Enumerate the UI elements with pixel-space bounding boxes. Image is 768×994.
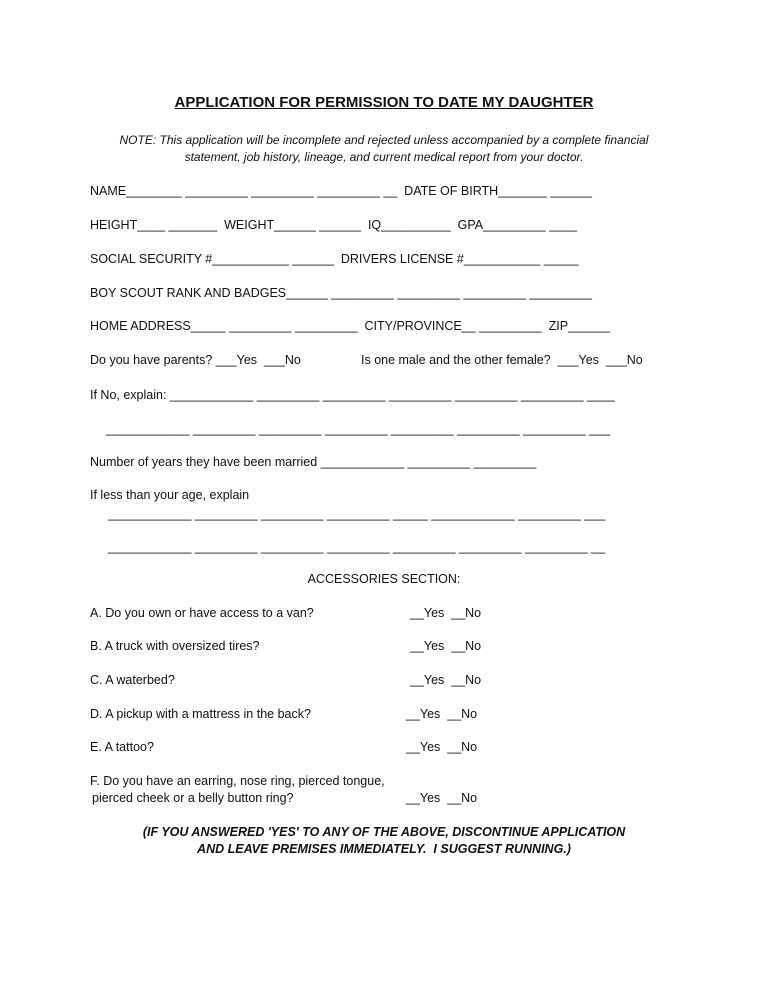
accessory-question-d: D. A pickup with a mattress in the back? [90,707,311,721]
accessory-answer-b[interactable]: __Yes __No [410,639,482,653]
accessory-question-f-line1: F. Do you have an earring, nose ring, pierced tongue, [90,774,385,788]
note-line-1: NOTE: This application will be incomplete and rejected unless accompanied by a complete financial [119,133,649,147]
name-dob-field[interactable]: NAME________ _________ _________ _________ __ DATE OF BIRTH_______ ______ [90,184,593,198]
if-no-explain-field-2[interactable]: ____________ _________ _________ _________ _________ _________ _________ ___ [106,422,610,436]
less-than-age-field-1[interactable]: ____________ _________ _________ _________ _____ ____________ _________ ___ [108,507,606,521]
years-married-field[interactable]: Number of years they have been married ____________ _________ _________ [90,455,537,469]
accessory-question-b: B. A truck with oversized tires? [90,639,260,653]
page-title: APPLICATION FOR PERMISSION TO DATE MY DAUGHTER [174,94,594,111]
parents-gender-question[interactable]: Is one male and the other female? ___Yes ___No [361,353,643,367]
accessory-answer-a[interactable]: __Yes __No [410,606,482,620]
accessory-question-f-line2: pierced cheek or a belly button ring? [92,791,294,805]
accessory-answer-d[interactable]: __Yes __No [406,707,478,721]
accessory-question-e: E. A tattoo? [90,740,154,754]
address-field[interactable]: HOME ADDRESS_____ _________ _________ CITY/PROVINCE__ _________ ZIP______ [90,319,610,333]
note-line-2: statement, job history, lineage, and current medical report from your doctor. [184,150,584,164]
less-than-age-label: If less than your age, explain [90,488,250,502]
warning-line-1: (IF YOU ANSWERED 'YES' TO ANY OF THE ABOVE, DISCONTINUE APPLICATION [142,825,626,839]
parents-question[interactable]: Do you have parents? ___Yes ___No [90,353,301,367]
accessory-answer-f[interactable]: __Yes __No [406,791,478,805]
less-than-age-field-2[interactable]: ____________ _________ _________ _________ _________ _________ _________ __ [108,540,606,554]
accessories-heading: ACCESSORIES SECTION: [307,572,461,586]
accessory-question-a: A. Do you own or have access to a van? [90,606,314,620]
warning-line-2: AND LEAVE PREMISES IMMEDIATELY. I SUGGEST RUNNING.) [197,842,571,856]
height-weight-iq-gpa-field[interactable]: HEIGHT____ _______ WEIGHT______ ______ IQ__________ GPA_________ ____ [90,218,577,232]
accessory-answer-c[interactable]: __Yes __No [410,673,482,687]
ssn-license-field[interactable]: SOCIAL SECURITY #___________ ______ DRIVERS LICENSE #___________ _____ [90,252,579,266]
if-no-explain-field[interactable]: If No, explain: ____________ _________ _________ _________ _________ _________ ____ [90,388,615,402]
scout-rank-field[interactable]: BOY SCOUT RANK AND BADGES______ _________ _________ _________ _________ [90,286,592,300]
accessory-question-c: C. A waterbed? [90,673,175,687]
accessory-answer-e[interactable]: __Yes __No [406,740,478,754]
